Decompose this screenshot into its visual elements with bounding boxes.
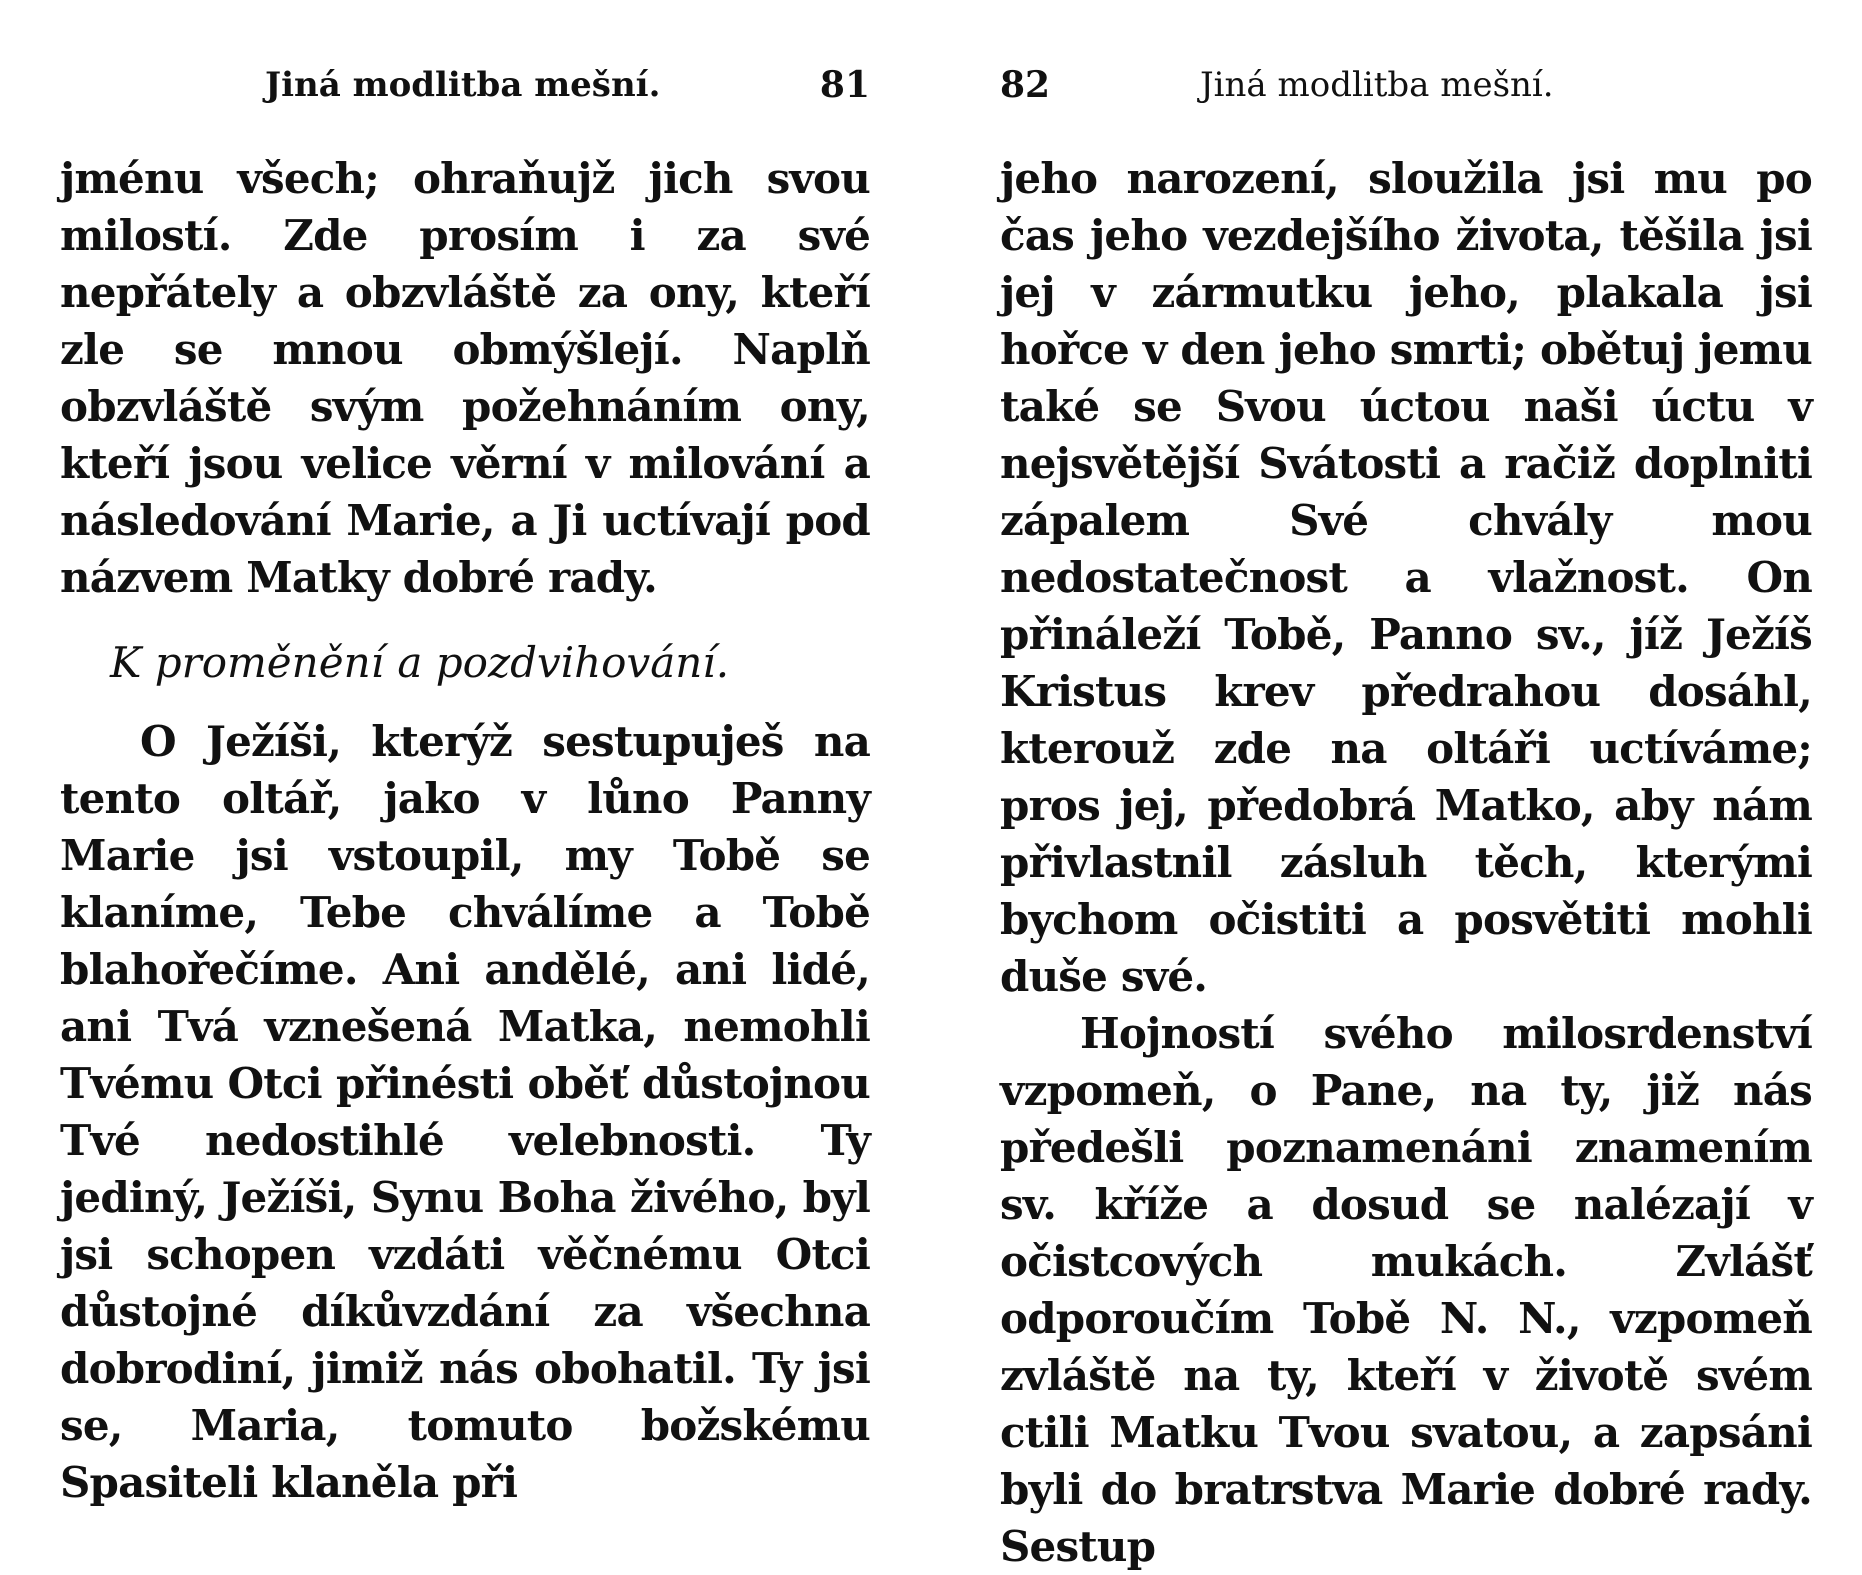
left-running-head (60, 60, 870, 110)
right-paragraph-2: Hojností svého milosrdenství vzpomeň, o Pane, na ty, již nás předešli poznamenáni znamením sv. kříže a dosud se nalézají v očistcových mukách. Zvlášť odporoučím Tobě N. N., vzpomeň zvláště na ty, kteří v životě svém ctili Matku Tvou svatou, a zapsáni byli do bratrstva Marie dobré rady. Sestup (1000, 1009, 1812, 1571)
right-running-head (1000, 60, 1812, 110)
right-page-number: 82 (1000, 64, 1051, 106)
section-heading: K proměnění a pozdvihování. (110, 638, 730, 687)
right-body-text (1000, 150, 1812, 1575)
left-body-text (60, 150, 870, 1511)
left-page (60, 0, 870, 1507)
left-running-title: Jiná modlitba mešní. (265, 65, 661, 105)
left-paragraph-2: O Ježíši, kterýž sestupuješ na tento oltář, jako v lůno Panny Marie jsi vstoupil, my Tobě se klaníme, Tebe chválíme a Tobě blahořečíme. Ani andělé, ani lidé, ani Tvá vznešená Matka, nemohli Tvému Otci přinésti oběť důstojnou Tvé nedostihlé velebnosti. Ty jediný, Ježíši, Synu Boha živého, byl jsi schopen vzdáti věčnému Otci důstojné díkůvzdání za všechna dobrodiní, jimiž nás obohatil. Ty jsi se, Maria, tomuto božskému Spasiteli klaněla při (60, 717, 870, 1507)
right-page (1000, 0, 1812, 1571)
right-running-title: Jiná modlitba mešní. (1200, 65, 1554, 105)
left-paragraph-1: jménu všech; ohraňujž jich svou milostí. Zde prosím i za své nepřátely a obzvláště za ony, kteří zle se mnou obmýšlejí. Naplň obzvláště svým požehnáním ony, kteří jsou velice věrní v milování a následování Marie, a Ji uctívají pod názvem Matky dobré rady. (60, 154, 870, 602)
left-page-number: 81 (819, 64, 870, 106)
right-paragraph-1: jeho narození, sloužila jsi mu po čas jeho vezdejšího života, těšila jsi jej v zármutku jeho, plakala jsi hořce v den jeho smrti; obětuj jemu také se Svou úctou naši úctu v nejsvětější Svátosti a račiž doplniti zápalem Své chvály mou nedostatečnost a vlažnost. On přináleží Tobě, Panno sv., jíž Ježíš Kristus krev předrahou dosáhl, kterouž zde na oltáři uctíváme; pros jej, předobrá Matko, aby nám přivlastnil zásluh těch, kterými bychom očistiti a posvětiti mohli duše své. (1000, 154, 1812, 1001)
